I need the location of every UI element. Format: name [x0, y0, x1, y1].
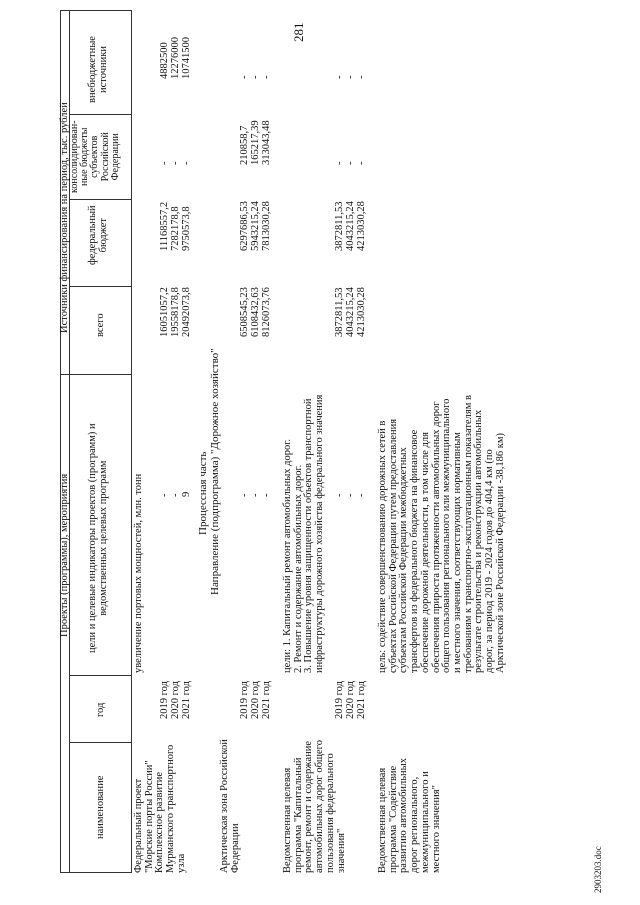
extra-value: -	[239, 75, 250, 79]
page-number: 281	[291, 22, 306, 42]
regional-value: -	[356, 161, 367, 165]
regional-value: -	[345, 161, 356, 165]
extra-value: 4882500	[159, 42, 170, 79]
indicator-value: -	[250, 493, 261, 497]
table-row: 2020 год	[345, 681, 356, 719]
federal-value: 11168557,2	[159, 201, 170, 251]
process-title: Процессная часть	[197, 451, 209, 535]
indicator-value: 9	[181, 491, 192, 497]
header-bottom-border	[131, 10, 132, 873]
extra-value: -	[261, 75, 272, 79]
extra-value: -	[345, 75, 356, 79]
indicator-value: -	[261, 493, 272, 497]
col-divider-federal-regional	[69, 199, 132, 200]
table-row: 2020 год	[170, 681, 181, 719]
regional-value: -	[170, 161, 181, 165]
regional-value: -	[181, 161, 192, 165]
table-row: 2021 год	[261, 681, 272, 719]
table-row: 2021 год	[356, 681, 367, 719]
federal-value: 3872811,53	[334, 201, 345, 251]
indicator-value: -	[345, 493, 356, 497]
table-left-border	[60, 872, 132, 873]
col-divider-total-federal	[69, 286, 132, 287]
col-divider-regional-extra	[69, 114, 132, 115]
federal-value: 5943215,24	[250, 201, 261, 251]
block3-name: Ведомственная целевая программа "Содействие развитию автомобильных дорог регионального, межмуниципального и местного значения"	[377, 758, 442, 873]
regional-value: 210858,7	[239, 125, 250, 165]
federal-value: 7282178,8	[170, 206, 181, 251]
total-value: 4043215,24	[345, 287, 356, 337]
projects-group-header: Проекты (программы), мероприятия	[59, 473, 70, 637]
indicator-value: -	[170, 493, 181, 497]
col-header-year: год	[95, 702, 106, 717]
block1-name: Федеральный проект "Морские порты России" Комплексное развитие Мурманского транспортного узла	[133, 744, 187, 873]
total-value: 4213030,28	[356, 287, 367, 337]
federal-value: 6297686,53	[239, 201, 250, 251]
extra-value: 12276000	[170, 37, 181, 79]
footer-filename: 2903203.doc	[593, 846, 603, 893]
total-value: 6108432,63	[250, 287, 261, 337]
table-row: 2019 год	[239, 681, 250, 719]
table-row: 2021 год	[181, 681, 192, 719]
indicator-value: -	[356, 493, 367, 497]
regional-value: -	[334, 161, 345, 165]
total-value: 3872811,53	[334, 287, 345, 337]
funding-group-header: Источники финансирования на период, тыс. рублей	[59, 102, 70, 333]
federal-value: 9750573,8	[181, 206, 192, 251]
col-header-name: наименование	[95, 775, 106, 839]
total-value: 19558178,8	[170, 287, 181, 337]
regional-value: 313043,48	[261, 120, 272, 165]
col-divider-projects-funding	[60, 374, 132, 375]
federal-value: 4213030,28	[356, 201, 367, 251]
regional-value: -	[159, 161, 170, 165]
extra-value: -	[356, 75, 367, 79]
col-header-goals: цели и целевые индикаторы проектов (программ) и ведомственных целевых программ	[87, 423, 109, 653]
table-row: 2019 год	[334, 681, 345, 719]
indicator-value: -	[334, 493, 345, 497]
federal-value: 4043215,24	[345, 201, 356, 251]
regional-value: 165217,39	[250, 120, 261, 165]
block3-goal: цель: содействие совершенствованию дорожных сетей в субъектах Российской Федерации путем предоставления субъектам Российской Федерации межбюджетных трансфертов из федерального бюджета на финансовое обеспечение дорожной деятельности, в том числе для обеспечения прироста протяженности автомобильных дорог общего пользования регионального или межмуниципального и местного значения, соответствующих нормативным требованиям к транспортно-эксплуатационным показателям в результате строительства и реконструкции автомобильных дорог, за период 2019 - 2024 годов до 404,4 км (по Арктической зоне Российской Федерации -38,186 км)	[377, 395, 506, 673]
indicator-value: -	[159, 493, 170, 497]
col-divider-year-goals	[69, 675, 132, 676]
extra-value: 10741500	[181, 37, 192, 79]
col-header-total: всего	[95, 313, 106, 337]
block2-goals: цели: 1. Капитальный ремонт автомобильных дорог. 2. Ремонт и содержание автомобильных дорог. 3. Повышение уровня защищенности объектов транспортной инфраструктуры дорожного хозяйства федерального значения	[282, 394, 326, 673]
extra-value: -	[334, 75, 345, 79]
block1-goal: увеличение портовых мощностей, млн. тонн	[133, 473, 144, 673]
col-divider-name-year	[69, 742, 132, 743]
total-value: 16051057,2	[159, 287, 170, 337]
total-value: 6508545,23	[239, 287, 250, 337]
total-value: 20492073,8	[181, 287, 192, 337]
arctic-title: Арктическая зона Российской Федерации	[219, 739, 241, 873]
total-value: 8126073,76	[261, 287, 272, 337]
block2-name: Ведомственная целевая программа "Капитальный ремонт, ремонт и содержание автомобильных дорог общего пользования федерального значения"	[282, 740, 347, 873]
table-right-border	[60, 10, 132, 11]
col-header-federal: федеральный бюджет	[87, 205, 109, 265]
col-header-extra: внебюджетные источники	[87, 36, 109, 103]
table-row: 2019 год	[159, 681, 170, 719]
direction-title: Направление (подпрограмма) "Дорожное хозяйство"	[209, 348, 221, 595]
col-header-regional: консолидирован- ные бюджеты субъектов Российской Федерации	[69, 120, 121, 193]
extra-value: -	[250, 75, 261, 79]
table-row: 2020 год	[250, 681, 261, 719]
federal-value: 7813030,28	[261, 201, 272, 251]
indicator-value: -	[239, 493, 250, 497]
